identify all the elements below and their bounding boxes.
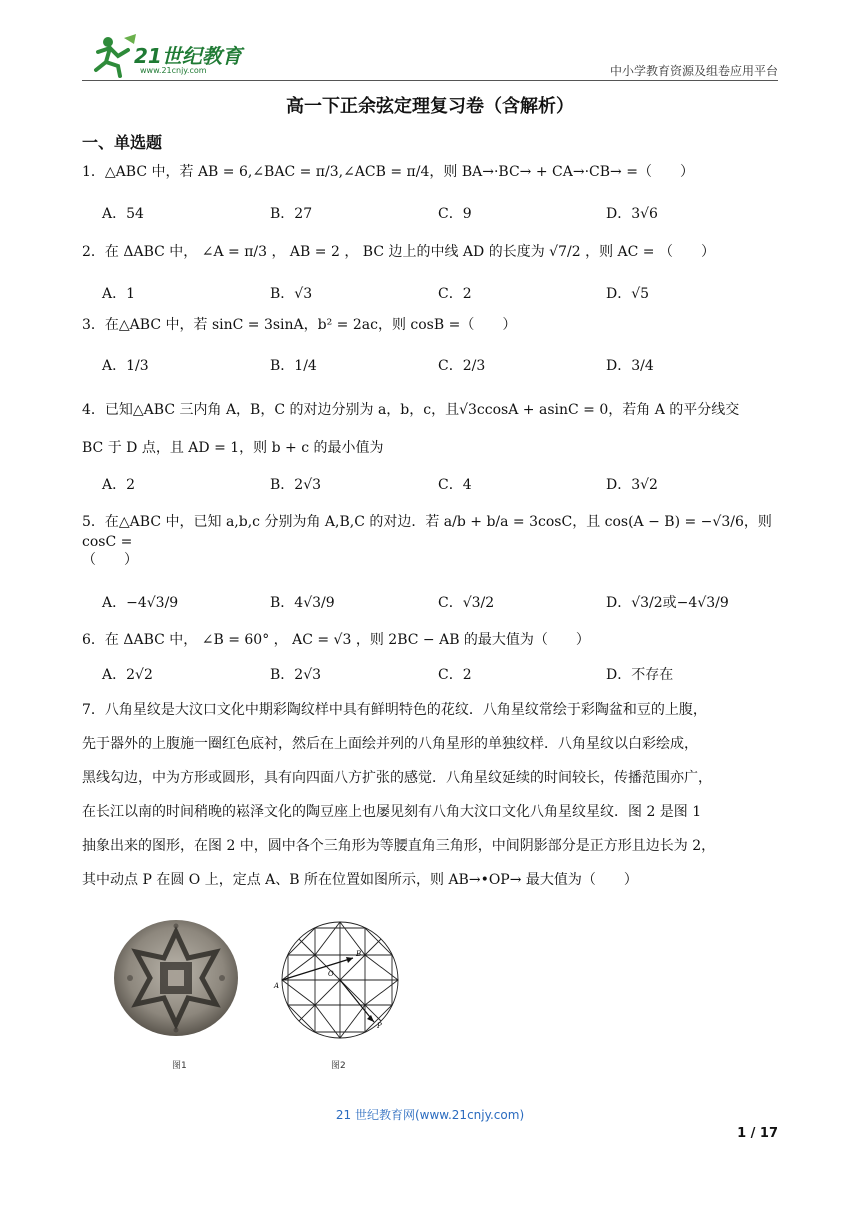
question-4-stem-cont: BC 于 D 点，且 AD = 1，则 b + c 的最小值为 bbox=[82, 440, 384, 456]
page-number: 1 / 17 bbox=[737, 1126, 778, 1141]
logo-url: www.21cnjy.com bbox=[140, 66, 207, 75]
option-c: C．9 bbox=[438, 206, 472, 222]
question-2-stem: 2．在 ΔABC 中， ∠A = π/3 ， AB = 2 ， BC 边上的中线 AD 的长度为 √7/2 ，则 AC = （ ） bbox=[82, 244, 715, 260]
option-b: B．2√3 bbox=[270, 667, 322, 683]
label-o: O bbox=[328, 970, 334, 978]
footer-site-link[interactable]: 21 世纪教育网(www.21cnjy.com) bbox=[335, 1108, 525, 1122]
question-5-options bbox=[102, 592, 782, 616]
figure-2-diagram bbox=[270, 918, 410, 1048]
page-title: 高一下正余弦定理复习卷（含解析） bbox=[286, 96, 574, 117]
question-7-line-6: 其中动点 P 在圆 O 上，定点 A、B 所在位置如图所示，则 AB→•OP→ 最大值为（ ） bbox=[82, 872, 638, 888]
option-a: A．2 bbox=[102, 477, 136, 493]
question-5-stem: 5．在△ABC 中，已知 a,b,c 分别为角 A,B,C 的对边．若 a/b + b/a = 3cosC，且 cos(A − B) = −√3/6，则 cosC = bbox=[82, 514, 772, 550]
option-b: B．1/4 bbox=[270, 358, 317, 374]
figure-1-photo bbox=[110, 918, 242, 1048]
question-7-line-5: 抽象出来的图形，在图 2 中，圆中各个三角形为等腰直角三角形，中间阴影部分是正方形且边长为 2， bbox=[82, 838, 716, 854]
option-a: A．2√2 bbox=[102, 667, 153, 683]
option-a: A．54 bbox=[102, 206, 144, 222]
question-2-options bbox=[102, 283, 782, 307]
question-6-options bbox=[102, 664, 782, 688]
label-b: B bbox=[356, 950, 362, 958]
section-heading: 一、单选题 bbox=[82, 133, 163, 152]
question-7-line-2: 先于器外的上腹施一圈红色底衬，然后在上面绘并列的八角星形的单独纹样．八角星纹以白彩绘成， bbox=[82, 736, 698, 752]
option-d: D．3√6 bbox=[606, 206, 658, 222]
figure-1-caption: 图1 bbox=[172, 1061, 187, 1071]
option-c: C．2 bbox=[438, 667, 472, 683]
option-d: D．√3/2或−4√3/9 bbox=[606, 595, 729, 611]
option-c: C．4 bbox=[438, 477, 472, 493]
question-3-stem: 3．在△ABC 中，若 sinC = 3sinA，b² = 2ac，则 cosB =（ ） bbox=[82, 317, 517, 333]
option-a: A．1/3 bbox=[102, 358, 149, 374]
option-c: C．√3/2 bbox=[438, 595, 495, 611]
question-4-stem: 4．已知△ABC 三内角 A，B，C 的对边分别为 a，b，c，且√3ccosA + asinC = 0，若角 A 的平分线交 bbox=[82, 402, 740, 418]
option-a: A．1 bbox=[102, 286, 136, 302]
option-d: D．√5 bbox=[606, 286, 650, 302]
question-4-options bbox=[102, 474, 782, 498]
question-6-stem: 6．在 ΔABC 中， ∠B = 60° ， AC = √3 ，则 2BC − AB 的最大值为（ ） bbox=[82, 632, 590, 648]
label-a: A bbox=[274, 982, 280, 990]
question-7-line-3: 黑线勾边，中为方形或圆形，具有向四面八方扩张的感觉．八角星纹延续的时间较长，传播范围亦广， bbox=[82, 770, 712, 786]
option-c: C．2 bbox=[438, 286, 472, 302]
option-a: A．−4√3/9 bbox=[102, 595, 179, 611]
option-d: D．3√2 bbox=[606, 477, 658, 493]
option-b: B．2√3 bbox=[270, 477, 322, 493]
header-divider bbox=[82, 80, 778, 81]
option-c: C．2/3 bbox=[438, 358, 486, 374]
label-p: P bbox=[377, 1022, 382, 1030]
option-d: D．3/4 bbox=[606, 358, 654, 374]
question-3-options bbox=[102, 355, 782, 379]
logo-text: 21世纪教育 bbox=[134, 44, 242, 68]
option-d: D．不存在 bbox=[606, 667, 674, 683]
site-logo bbox=[84, 30, 254, 80]
question-7-line-1: 7．八角星纹是大汶口文化中期彩陶纹样中具有鲜明特色的花纹．八角星纹常绘于彩陶盆和豆的上腹， bbox=[82, 702, 707, 718]
figure-2-caption: 图2 bbox=[331, 1061, 346, 1071]
option-b: B．4√3/9 bbox=[270, 595, 335, 611]
option-b: B．√3 bbox=[270, 286, 313, 302]
question-1-options bbox=[102, 203, 782, 227]
question-5-stem-cont: （ ） bbox=[82, 552, 138, 568]
question-7-line-4: 在长江以南的时间稍晚的崧泽文化的陶豆座上也屡见刻有八角大汶口文化八角星纹星纹．图 2 是图 1 bbox=[82, 804, 702, 820]
option-b: B．27 bbox=[270, 206, 313, 222]
question-1-stem: 1．△ABC 中，若 AB = 6,∠BAC = π/3,∠ACB = π/4，则 BA→·BC→ + CA→·CB→ =（ ） bbox=[82, 164, 694, 180]
platform-name: 中小学教育资源及组卷应用平台 bbox=[609, 64, 778, 78]
